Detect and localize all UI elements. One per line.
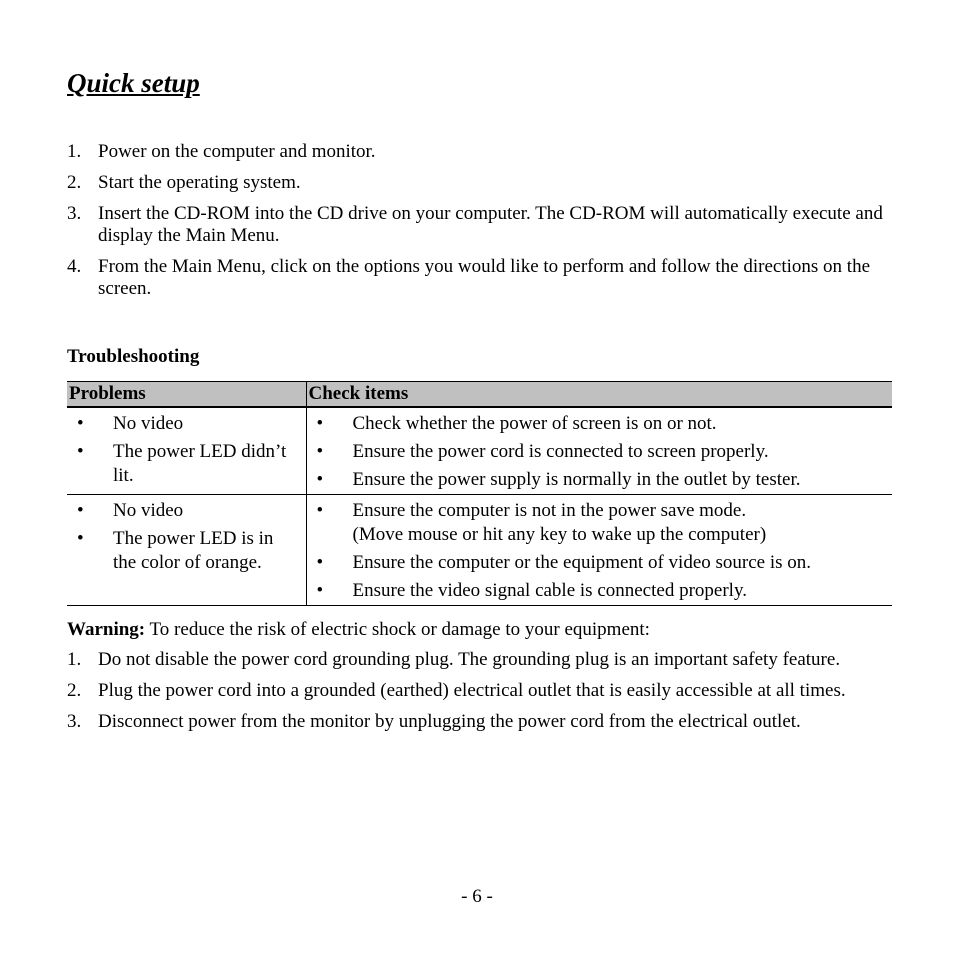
problem-item [67,440,306,488]
warning-list [67,649,897,733]
warning-item-text: Do not disable the power cord grounding plug. The grounding plug is an important safety feature. [98,649,841,670]
check-text: Ensure the video signal cable is connected properly. [352,580,747,601]
warning-text: To reduce the risk of electric shock or damage to your equipment: [145,619,650,640]
warning-item-number: 2. [67,680,82,701]
warning-item [67,680,897,702]
step-number: 1. [67,141,82,162]
setup-step [67,172,897,194]
setup-step [67,141,897,163]
problem-item [67,527,306,575]
check-text: Ensure the power supply is normally in the outlet by tester. [352,469,801,490]
bullet: • [316,469,324,490]
step-text: Power on the computer and monitor. [98,141,376,162]
bullet: • [77,528,84,549]
warning-label: Warning: [67,619,146,640]
troubleshooting-table [67,381,892,606]
check-item-continuation [307,523,893,547]
problem-text: No video [113,413,184,434]
bullet: • [77,413,84,434]
check-item [307,440,893,464]
bullet: • [316,552,324,573]
step-text: Insert the CD-ROM into the CD drive on your computer. The CD-ROM will automatically execute and display the Main Menu. [98,203,883,246]
page-title: Quick setup [67,68,200,98]
problems-cell [67,495,306,606]
check-item [307,468,893,492]
step-number: 4. [67,256,82,277]
warning-item [67,649,897,671]
problem-text: No video [113,500,184,521]
check-item [307,551,893,575]
problem-item [67,412,306,436]
step-number: 3. [67,203,82,224]
warning-item [67,711,897,733]
warning-item-number: 1. [67,649,82,670]
troubleshooting-heading: Troubleshooting [67,346,200,367]
page-number: - 6 - [461,886,493,907]
problem-text: The power LED is in the color of orange. [113,528,274,573]
bullet: • [316,580,324,601]
column-header-problems: Problems [67,382,306,408]
check-text: (Move mouse or hit any key to wake up the computer) [352,524,767,545]
check-item [307,579,893,603]
setup-steps-list [67,141,897,300]
problem-item [67,499,306,523]
check-text: Ensure the computer or the equipment of video source is on. [352,552,812,573]
warning-paragraph [67,619,650,641]
step-text: From the Main Menu, click on the options you would like to perform and follow the directions on the screen. [98,256,871,299]
bullet: • [316,413,324,434]
warning-item-text: Disconnect power from the monitor by unplugging the power cord from the electrical outlet. [98,711,801,732]
column-header-check-items: Check items [306,382,892,408]
setup-step [67,256,897,300]
problems-cell [67,407,306,495]
check-item [307,412,893,436]
check-text: Check whether the power of screen is on or not. [352,413,717,434]
table-row [67,495,892,606]
check-text: Ensure the power cord is connected to screen properly. [352,441,769,462]
step-text: Start the operating system. [98,172,301,193]
warning-item-number: 3. [67,711,82,732]
bullet: • [77,441,84,462]
check-text: Ensure the computer is not in the power save mode. [352,500,747,521]
bullet: • [316,441,324,462]
warning-item-text: Plug the power cord into a grounded (earthed) electrical outlet that is easily accessible at all times. [98,680,846,701]
check-items-cell [306,407,892,495]
bullet: • [316,500,324,521]
setup-step [67,203,897,247]
bullet: • [77,500,84,521]
table-row [67,407,892,495]
check-items-cell [306,495,892,606]
check-item [307,499,893,523]
problem-text: The power LED didn’t lit. [113,441,287,486]
table-header-row [67,382,892,408]
step-number: 2. [67,172,82,193]
